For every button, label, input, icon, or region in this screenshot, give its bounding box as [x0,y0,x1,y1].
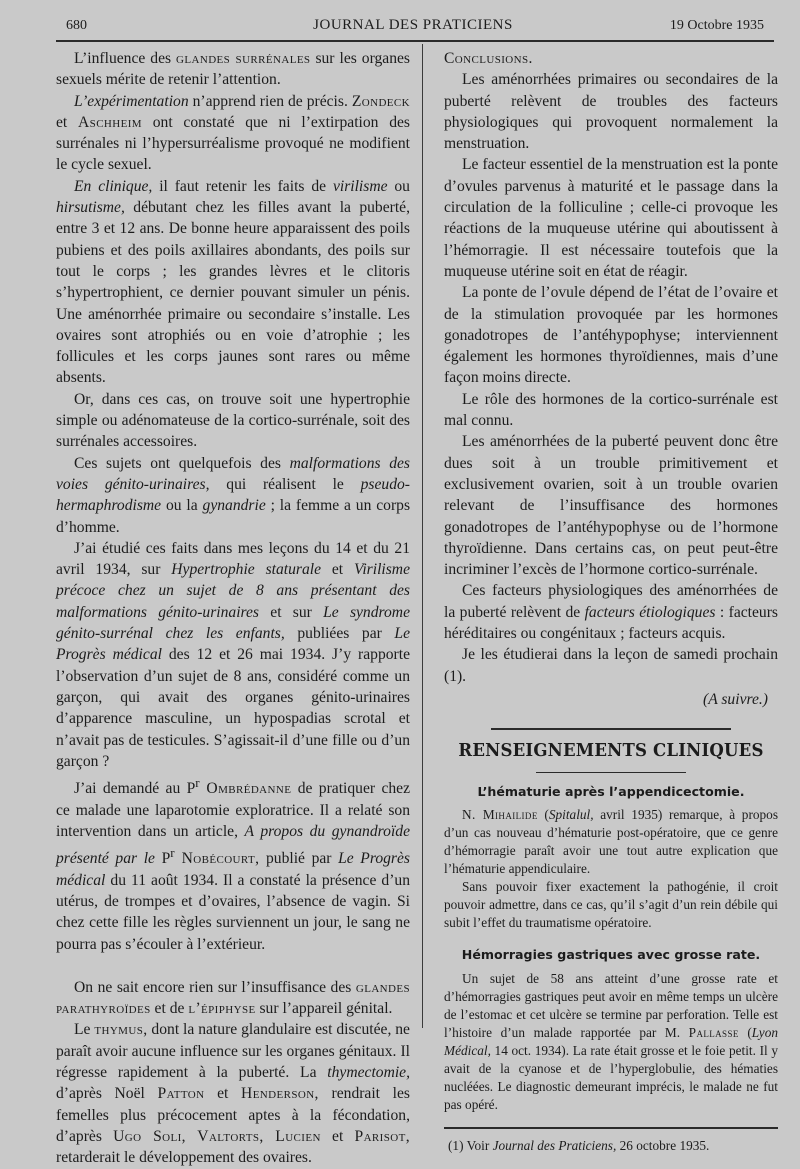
section-rule [491,728,731,730]
paragraph: Sans pouvoir fixer exactement la pathogénie, il croit pouvoir admettre, dans ce cas, qu’il s’agit d’un rein débile qui subit l’effet du traumatisme opératoire. [444,879,778,931]
paragraph: Les aménorrhées de la puberté peuvent donc être dues soit à un trouble primitivement et exclusivement ovarien, soit à un trouble ovarien relevant de l’insuffisance des hormones gonadotropes de l’antéhypophyse ou de l’hormone thyroïdienne. Dans certains cas, on peut peut-être incriminer l’excès de l’hormone cortico-surrénale. [444,433,778,579]
paragraph: La ponte de l’ovule dépend de l’état de l’ovaire et de la stimulation provoquée par les hormones gonadotropes de l’antéhypophyse; interviennent également les hormones thyroïdiennes, mais d’une façon moins directe. [444,284,778,387]
section-title: RENSEIGNEMENTS CLINIQUES [458,740,764,762]
paragraph: Les aménorrhées primaires ou secondaires de la puberté relèvent de troubles des facteurs physiologiques qui provoquent normalement la menstruation. [444,71,778,153]
paragraph: Je les étudierai dans la leçon de samedi prochain (1). [444,646,778,685]
paragraph: L’influence des glandes surrénales sur les organes sexuels mérite de retenir l’attention. [56,50,410,89]
conclusions-heading: Conclusions. [444,50,533,67]
paragraph: Or, dans ces cas, on trouve soit une hypertrophie simple ou adénomateuse de la cortico-surrénale, soit des surrénales accessoires. [56,390,410,451]
paragraph: On ne sait encore rien sur l’insuffisance des glandes parathyroïdes et de l’épiphyse sur l’appareil génital. [56,978,410,1018]
journal-title: JOURNAL DES PRATICIENS [313,17,513,33]
paragraph: J’ai demandé au $P^r$ Ombrédanne de pratiquer chez ce malade une laparotomie exploratrice. Il a relaté son intervention dans un article, A propos du gynandroïde présenté par le $P^r$ Nobécourt, publié par Le Progrès médical du 11 août 1934. Il a constaté la présence d’un utérus, de trompes et d’ovaires, l’absence de vagin. Si chez cette fille les règles surviennent un jour, le sang ne pourra pas s’écouler à l’extérieur. [56,775,411,953]
paragraph: Ces sujets ont quelquefois des malformations des voies génito-urinaires, qui réalisent le pseudo-hermaphrodisme ou la gynandrie ; la femme a un corps d’homme. [56,454,411,536]
paragraph: J’ai étudié ces faits dans mes leçons du 14 et du 21 avril 1934, sur Hypertrophie staturale et Virilisme précoce chez un sujet de 8 ans présentant des malformations génito-urinaires et sur Le syndrome génito-surrénal chez les enfants, publiées par Le Progrès médical des 12 et 26 mai 1934. J’y rapporte l’observation d’un sujet de 8 ans, considéré comme un garçon, qui avait des organes génito-urinaires d’apparence masculine, un hypospadias scrotal et n’avait pas de testicules. S’agissait-il d’une fille ou d’un garçon ? [56,539,410,770]
column-divider [422,44,423,1028]
page-number: 680 [66,18,87,33]
paragraph: Le facteur essentiel de la menstruation est la ponte d’ovules parvenus à maturité et le passage dans la circulation de la folliculine ; celle-ci provoque les réactions de la muqueuse utérine qui aboutissent à l’hémorragie. Il est nécessaire toutefois que la muqueuse utérine soit en état de réagir. [444,156,778,280]
paragraph: Un sujet de 58 ans atteint d’une grosse rate et d’hémorragies gastriques peut avoir en même temps un ulcère de l’estomac et cet ulcère se termine par perforation. Telle est l’histoire d’un malade rapportée par M. Pallasse (Lyon Médical, 14 oct. 1934). La rate était grosse et le foie petit. Il y avait de la cyanose et de l’hyperglobulie, des hématies nucléées. Le diagnostic demeurant imprécis, le malade ne fut pas opéré. [444,970,778,1113]
article-title: Hémorragies gastriques avec grosse rate. [461,947,761,963]
footnote: (1) Voir Journal des Praticiens, 26 octobre 1935. [448,1137,710,1153]
left-column [56,48,410,1169]
paragraph: En clinique, il faut retenir les faits de virilisme ou hirsutisme, débutant chez les filles avant la puberté, entre 3 et 12 ans. De bonne heure apparaissent des poils pubiens et des poils axillaires abondants, des poils sur tout le corps ; les grandes lèvres et le clitoris s’hypertrophient, ce dernier pouvant simuler un pénis. Une aménorrhée primaire ou secondaire s’installe. Les ovaires sont atrophiés ou en voie d’atrophie ; les follicules et les corps jaunes sont rares ou même absents. [56,177,410,387]
article-title: L’hématurie après l’appendicectomie. [477,783,745,799]
right-column [444,48,778,1155]
header-rule [56,40,774,42]
issue-date: 19 Octobre 1935 [669,18,764,33]
paragraph: L’expérimentation n’apprend rien de précis. Zondeck et Aschheim ont constaté que ni l’extirpation des surrénales ni l’hypersurréalisme provoqué ne modifient le cycle sexuel. [56,92,411,174]
page-header [56,14,770,36]
section-rule [536,772,686,773]
to-be-continued: (A suivre.) [703,690,768,708]
paragraph: Le thymus, dont la nature glandulaire est discutée, ne paraît avoir aucune influence sur les organes génitaux. Il régresse rapidement à la puberté. La thymectomie, d’après Noël Patton et Henderson, rendrait les femelles plus précocement aptes à la fécondation, d’après Ugo Soli, Valtorts, Lucien et Parisot, retarderait le développement des ovaires. [56,1021,410,1167]
paragraph: Ces facteurs physiologiques des aménorrhées de la puberté relèvent de facteurs étiologiques : facteurs héréditaires ou congénitaux ; facteurs acquis. [444,582,778,643]
paragraph: N. Mihailide (Spitalul, avril 1935) remarque, à propos d’un cas nouveau d’hématurie post-opératoire, que ce genre d’hémorragie paraît avoir une tout autre explication que l’hématurie appendiculaire. [444,806,779,877]
paragraph: Le rôle des hormones de la cortico-surrénale est mal connu. [444,390,778,430]
footnote-rule [444,1127,778,1129]
